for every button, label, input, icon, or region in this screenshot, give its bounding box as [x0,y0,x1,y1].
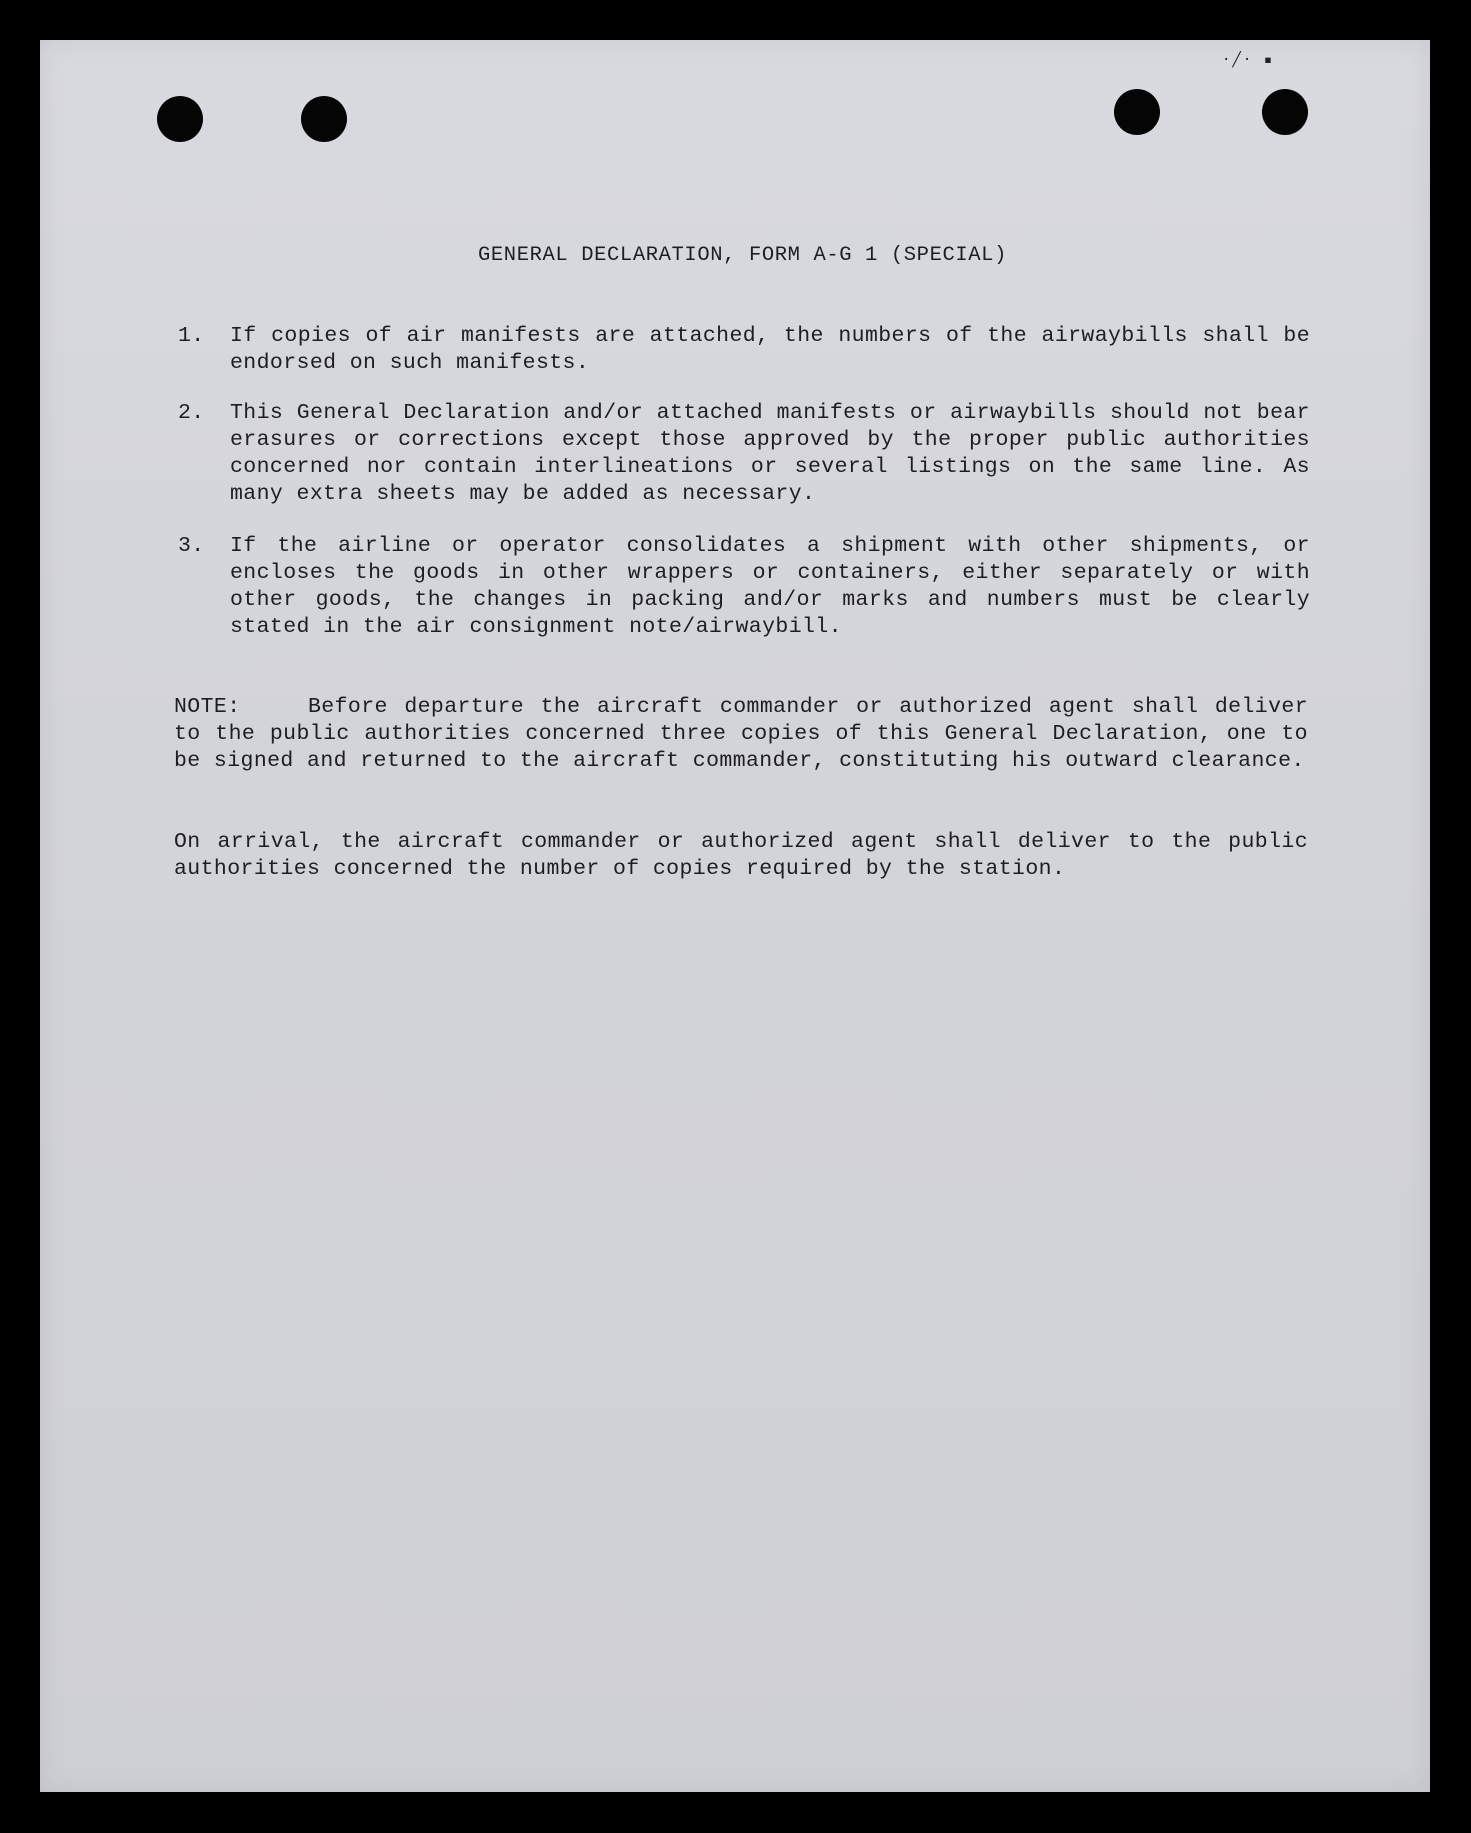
item-text: If the airline or operator consolidates a shipment with other shipments, or encloses the goods in other wrappers or containers, either separately or with other goods, the changes in packing and/or marks and numbers must be clearly stated in the air consignment note/airwaybill. [230,534,1310,639]
list-item [178,533,1310,641]
item-number: 1. [178,324,205,348]
punch-hole-2 [301,96,347,142]
punch-hole-1 [157,96,203,142]
note-text: Before departure the aircraft commander or authorized agent shall deliver to the public authorities concerned three copies of this General Declaration, one to be signed and returned to the aircraft commander, constituting his outward clearance. [174,695,1308,773]
document-page [40,40,1430,1792]
arrival-paragraph: On arrival, the aircraft commander or authorized agent shall deliver to the public authorities concerned the number of copies required by the station. [174,830,1308,881]
note-paragraph [174,694,1308,775]
item-text: This General Declaration and/or attached manifests or airwaybills should not bear erasures or corrections except those approved by the proper public authorities concerned nor contain interlineations or several listings on the same line. As many extra sheets may be added as necessary. [230,401,1310,506]
corner-mark: ·╱· ▪ [1222,52,1275,68]
list-item [178,400,1310,508]
punch-hole-4 [1262,89,1308,135]
item-text: If copies of air manifests are attached, the numbers of the airwaybills shall be endorsed on such manifests. [230,324,1310,375]
list-item [178,323,1310,377]
punch-hole-3 [1114,89,1160,135]
document-title: GENERAL DECLARATION, FORM A-G 1 (SPECIAL) [478,244,1007,267]
item-number: 3. [178,534,205,558]
note-label: NOTE: [174,695,241,719]
item-number: 2. [178,401,205,425]
